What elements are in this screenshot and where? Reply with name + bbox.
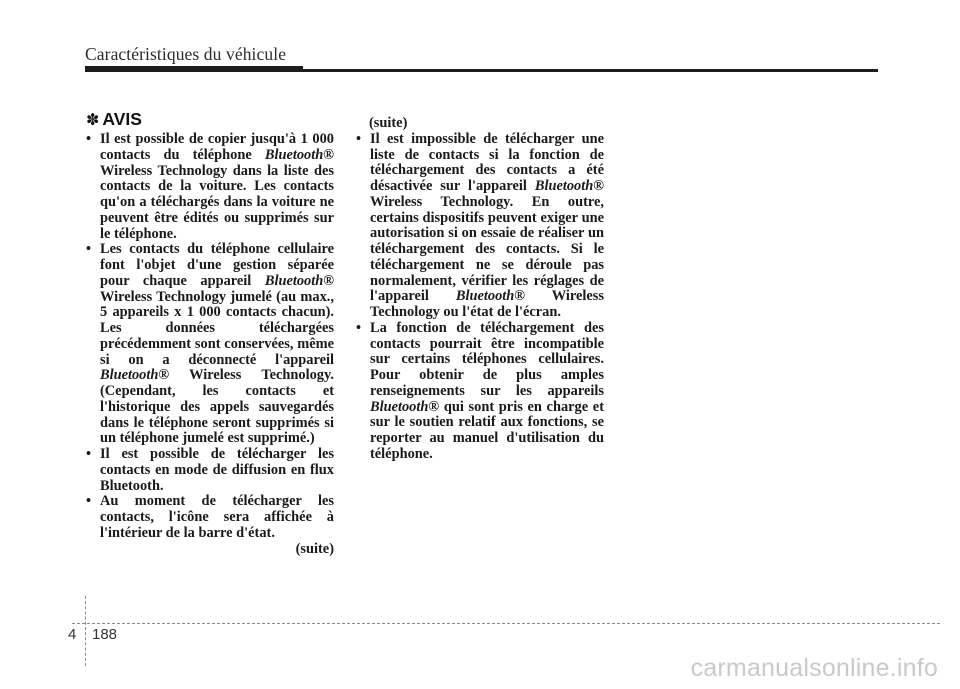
bluetooth-trademark: Bluetooth® bbox=[370, 398, 440, 415]
watermark: carmanualsonline.info bbox=[690, 654, 938, 682]
continued-from-label: (suite) bbox=[369, 115, 408, 131]
bluetooth-trademark: Bluetooth® bbox=[100, 367, 170, 384]
right-column bbox=[356, 116, 604, 463]
bluetooth-trademark: Bluetooth® bbox=[264, 272, 334, 289]
list-item: • La fonction de téléchargement des contacts pourrait être incompatible sur certains téléphones cellulaires. Pour obtenir de plus amples renseignements sur les appareils Bluetooth® qui sont pris en charge et sur le soutien relatif aux fonctions, se reporter au manuel d'utilisation du téléphone. bbox=[356, 321, 604, 463]
footer-divider bbox=[85, 596, 86, 666]
header-rule bbox=[85, 69, 878, 72]
list-item: • Au moment de télécharger les contacts, l'icône sera affichée à l'intérieur de la barre d'état. bbox=[86, 494, 334, 541]
section-title: Caractéristiques du véhicule bbox=[85, 44, 287, 64]
list-item: • Il est possible de copier jusqu'à 1 000 contacts du téléphone Bluetooth® Wireless Technology dans la liste des contacts de la voiture. Les contacts qu'on a téléchargés dans la voiture ne peuvent être édités ou supprimés sur le téléphone. bbox=[86, 132, 334, 242]
bluetooth-trademark: Bluetooth® bbox=[264, 146, 334, 163]
continued-label: (suite) bbox=[295, 540, 334, 557]
list-item: • Les contacts du téléphone cellulaire font l'objet d'une gestion séparée pour chaque appareil Bluetooth® Wireless Technology jumelé (au max., 5 appareils x 1 000 contacts chacun). Les données téléchargées précédemment sont conservées, même si on a déconnecté l'appareil Bluetooth® Wireless Technology. (Cependant, les contacts et l'historique des appels sauvegardés dans le téléphone seront supprimés si un téléphone jumelé est supprimé.) bbox=[86, 242, 334, 447]
page-number: 188 bbox=[92, 626, 118, 643]
footer-rule bbox=[72, 623, 940, 624]
asterisk-icon: ✽ bbox=[86, 112, 100, 129]
list-item: • Il est possible de télécharger les contacts en mode de diffusion en flux Bluetooth. bbox=[86, 447, 334, 494]
notice-heading bbox=[86, 109, 142, 130]
bluetooth-trademark: Bluetooth® bbox=[534, 178, 604, 194]
notice-heading-label: AVIS bbox=[102, 109, 142, 129]
bluetooth-trademark: Bluetooth® bbox=[455, 288, 526, 305]
list-item: • Il est impossible de télécharger une liste de contacts si la fonction de téléchargement des contacts a été désactivée sur l'appareil Bluetooth® Wireless Technology. En outre, certains dispositifs peuvent exiger une autorisation si on essaie de réaliser un téléchargement des contacts. Si le téléchargement ne se déroule pas normalement, vérifier les réglages de l'appareil Bluetooth® Wireless Technology ou l'état de l'écran. bbox=[356, 132, 604, 321]
chapter-number: 4 bbox=[68, 626, 77, 643]
left-column bbox=[86, 132, 334, 557]
